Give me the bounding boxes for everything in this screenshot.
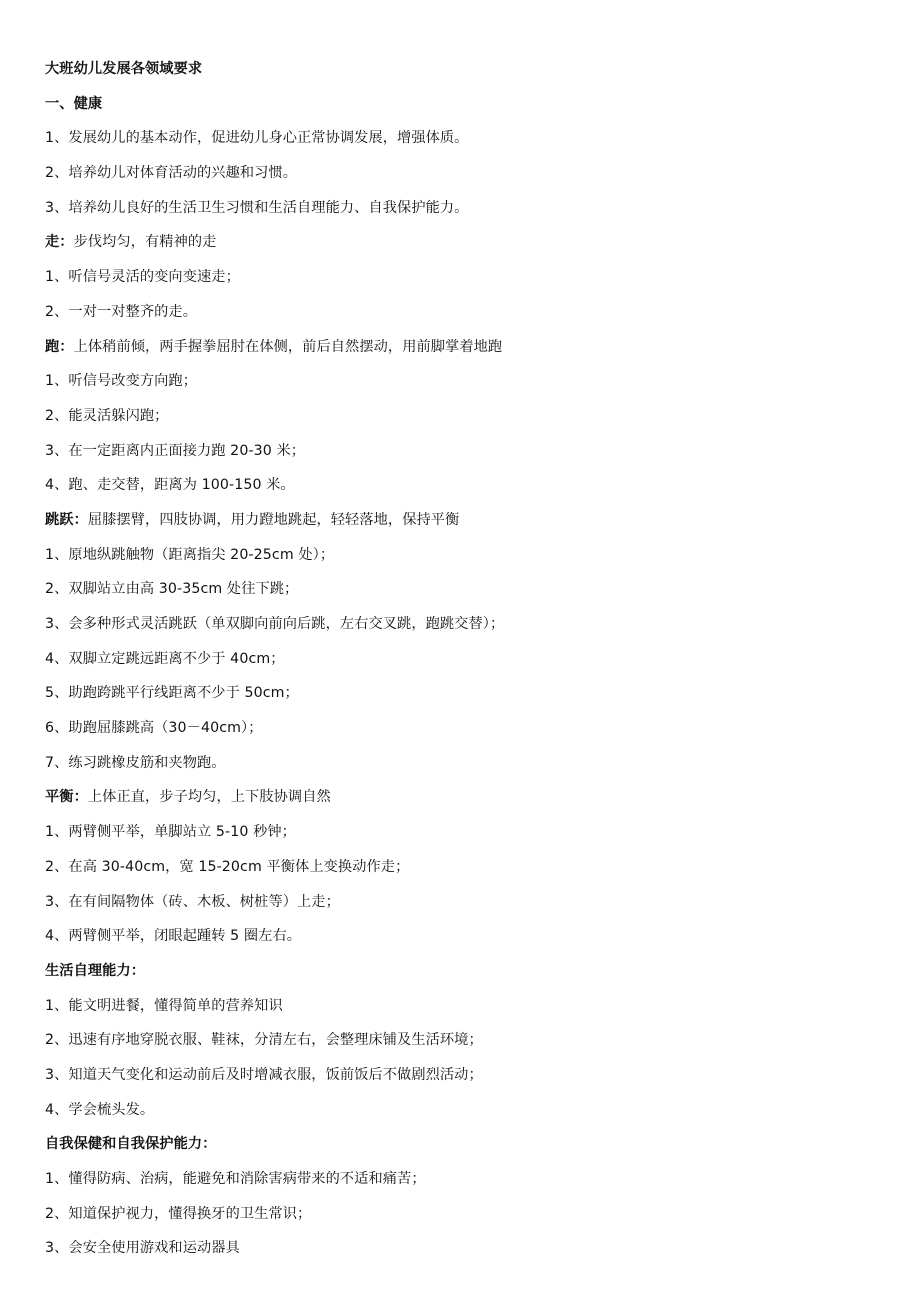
jump-item: 3、会多种形式灵活跳跃（单双脚向前向后跳，左右交叉跳，跑跳交替）； (45, 616, 505, 632)
self-protection-heading: 自我保健和自我保护能力： (45, 1136, 217, 1153)
run-item: 3、在一定距离内正面接力跑 20-30 米； (45, 442, 306, 459)
walk-item: 1、听信号灵活的变向变速走； (45, 269, 240, 286)
goal-item: 2、培养幼儿对体育活动的兴趣和习惯。 (45, 165, 298, 182)
jump-description: 屈膝摆臂，四肢协调，用力蹬地跳起，轻轻落地，保持平衡 (87, 511, 460, 528)
balance-heading (45, 780, 885, 815)
balance-item: 3、在有间隔物体（砖、木板、树桩等）上走； (45, 893, 340, 910)
run-description: 上体稍前倾，两手握拳屈肘在体侧，前后自然摆动，用前脚掌着地跑 (73, 338, 503, 355)
walk-heading (45, 225, 885, 260)
jump-item: 7、练习跳橡皮筋和夹物跑。 (45, 754, 226, 771)
jump-item: 5、助跑跨跳平行线距离不少于 50cm； (45, 685, 299, 702)
jump-item: 6、助跑屈膝跳高（30－40cm）； (45, 720, 263, 737)
self-care-heading: 生活自理能力： (45, 962, 146, 979)
goal-item: 3、培养幼儿良好的生活卫生习惯和生活自理能力、自我保护能力。 (45, 199, 469, 216)
self-protection-item: 2、知道保护视力，懂得换牙的卫生常识； (45, 1205, 312, 1222)
balance-description: 上体正直，步子均匀，上下肢协调自然 (87, 789, 331, 806)
self-care-item: 4、学会梳头发。 (45, 1101, 155, 1118)
document-page (45, 52, 885, 1266)
run-item: 4、跑、走交替，距离为 100-150 米。 (45, 477, 295, 494)
balance-label: 平衡： (45, 789, 88, 806)
run-heading (45, 330, 885, 365)
self-care-item: 3、知道天气变化和运动前后及时增减衣服，饭前饭后不做剧烈活动； (45, 1066, 483, 1083)
walk-description: 步伐均匀，有精神的走 (73, 234, 217, 251)
jump-item: 4、双脚立定跳远距离不少于 40cm； (45, 650, 285, 667)
walk-label: 走： (45, 234, 74, 251)
balance-item: 1、两臂侧平举，单脚站立 5-10 秒钟； (45, 824, 296, 841)
walk-item: 2、一对一对整齐的走。 (45, 303, 198, 320)
self-protection-item: 1、懂得防病、治病，能避免和消除害病带来的不适和痛苦； (45, 1171, 426, 1187)
goal-item: 1、发展幼儿的基本动作，促进幼儿身心正常协调发展，增强体质。 (45, 130, 469, 147)
self-care-item: 1、能文明进餐，懂得简单的营养知识 (45, 997, 283, 1014)
section-heading-health: 一、健康 (45, 95, 103, 112)
jump-heading (45, 503, 885, 538)
jump-label: 跳跃： (45, 511, 88, 528)
jump-item: 2、双脚站立由高 30-35cm 处往下跳； (45, 581, 299, 598)
run-item: 1、听信号改变方向跑； (45, 373, 198, 390)
run-item: 2、能灵活躲闪跑； (45, 407, 169, 424)
document-title: 大班幼儿发展各领域要求 (45, 61, 203, 77)
balance-item: 4、两臂侧平举，闭眼起踵转 5 圈左右。 (45, 928, 302, 945)
run-label: 跑： (45, 338, 74, 355)
balance-item: 2、在高 30-40cm，宽 15-20cm 平衡体上变换动作走； (45, 858, 410, 875)
self-protection-item: 3、会安全使用游戏和运动器具 (45, 1240, 240, 1257)
jump-item: 1、原地纵跳触物（距离指尖 20-25cm 处）； (45, 546, 335, 563)
self-care-item: 2、迅速有序地穿脱衣服、鞋袜，分清左右，会整理床铺及生活环境； (45, 1032, 483, 1049)
